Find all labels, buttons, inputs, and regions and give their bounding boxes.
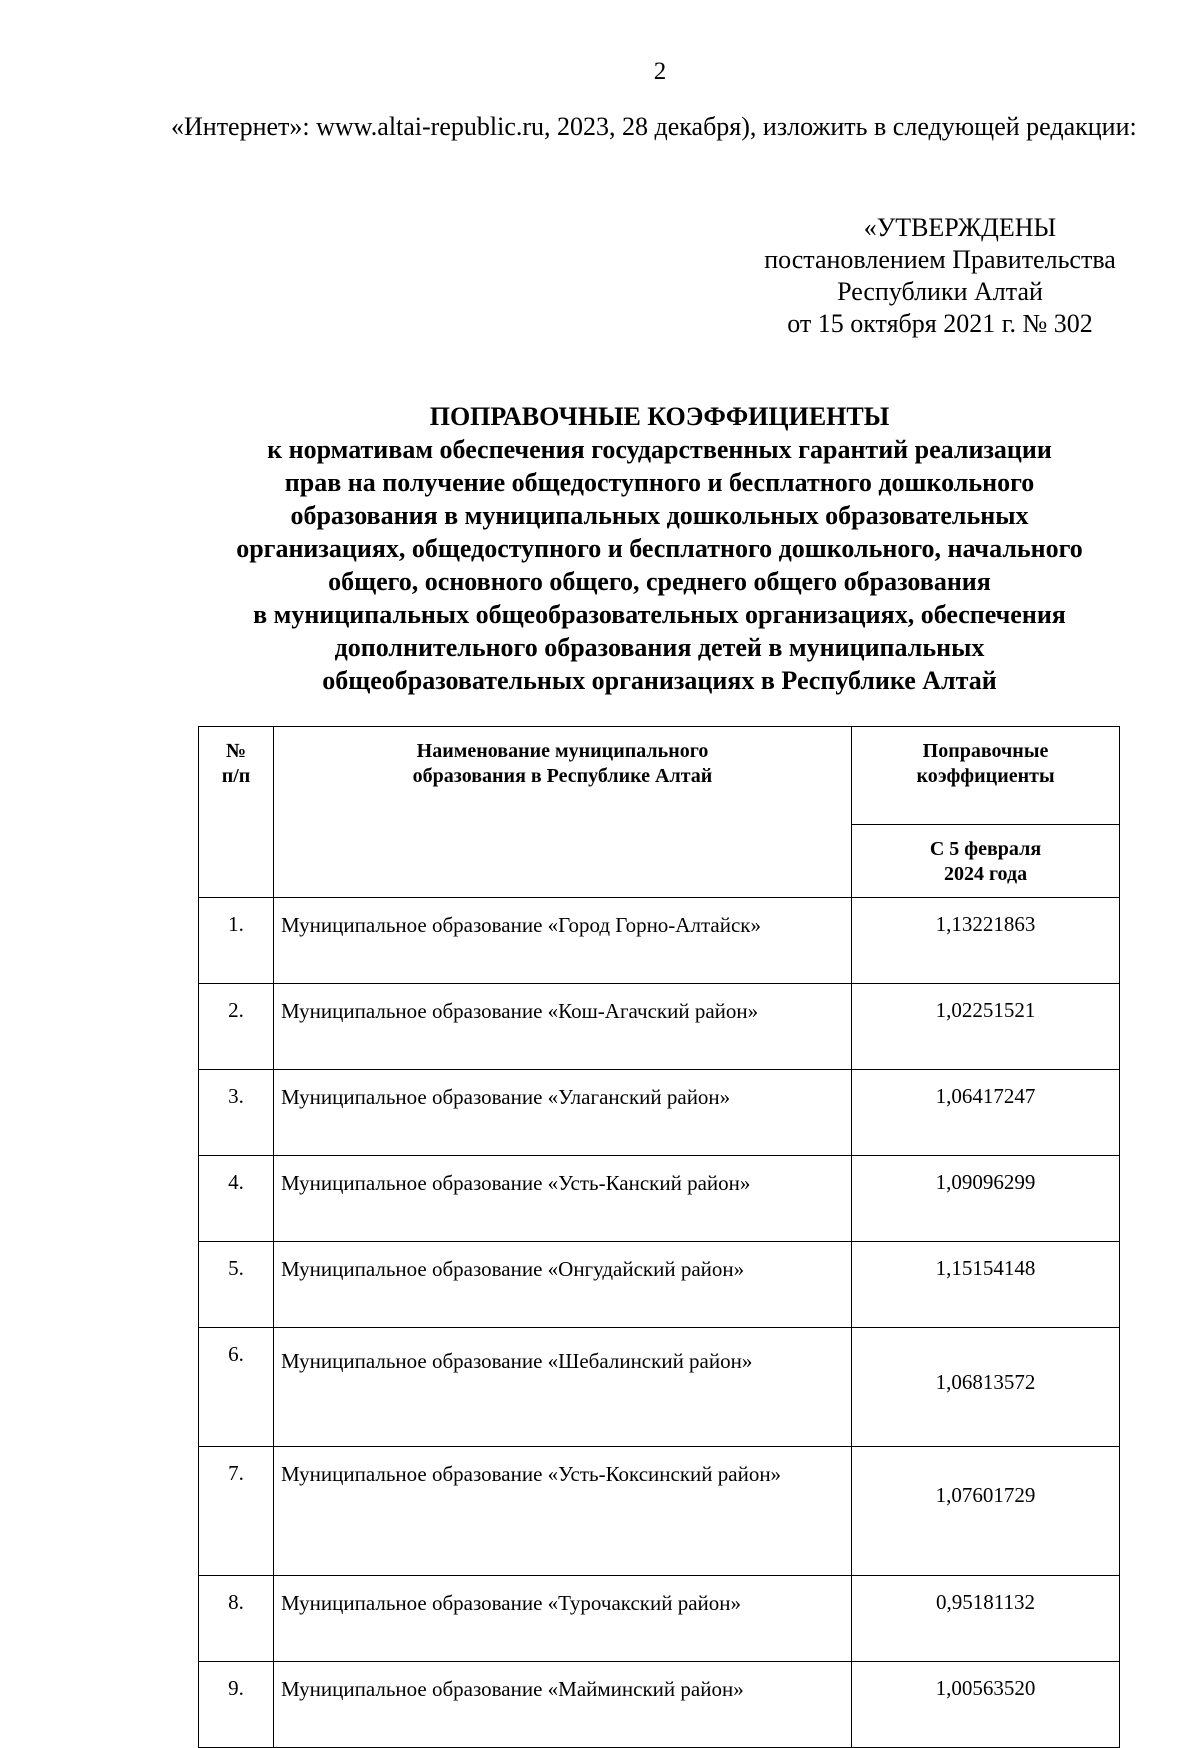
row-number: 3.: [199, 1070, 274, 1156]
row-value: 1,07601729: [852, 1447, 1120, 1576]
table-row: [199, 1576, 1120, 1662]
table-row: [199, 984, 1120, 1070]
row-number: 1.: [199, 898, 274, 984]
row-value: 1,06813572: [852, 1328, 1120, 1447]
row-value: 1,06417247: [852, 1070, 1120, 1156]
coefficients-table: [198, 726, 1120, 1748]
approval-line-4: от 15 октября 2021 г. № 302: [787, 309, 1093, 338]
header-name: [274, 727, 852, 898]
title-line-8: дополнительного образования детей в муниципальных: [334, 633, 985, 662]
row-value: 1,13221863: [852, 898, 1120, 984]
table-row: [199, 898, 1120, 984]
approval-stamp: [700, 212, 1180, 340]
row-value: 1,00563520: [852, 1662, 1120, 1748]
header-date-line-2: 2024 года: [943, 863, 1028, 885]
table-row: [199, 1447, 1120, 1576]
title-line-6: общего, основного общего, среднего общего образования: [328, 567, 991, 596]
row-value: 1,09096299: [852, 1156, 1120, 1242]
row-value: 1,15154148: [852, 1242, 1120, 1328]
title-line-2: к нормативам обеспечения государственных гарантий реализации: [267, 435, 1052, 464]
document-title: [171, 400, 1148, 697]
title-line-4: образования в муниципальных дошкольных образовательных: [290, 501, 1029, 530]
row-number: 2.: [199, 984, 274, 1070]
row-name: Муниципальное образование «Майминский район»: [274, 1662, 852, 1748]
header-number-line-2: п/п: [221, 765, 251, 787]
table-header-row: [199, 727, 1120, 825]
header-name-line-2: образования в Республике Алтай: [412, 765, 713, 787]
row-name: Муниципальное образование «Усть-Канский район»: [274, 1156, 852, 1242]
table-row: [199, 1328, 1120, 1447]
row-value: 0,95181132: [852, 1576, 1120, 1662]
row-number: 5.: [199, 1242, 274, 1328]
title-line-3: прав на получение общедоступного и бесплатного дошкольного: [284, 468, 1035, 497]
row-name: Муниципальное образование «Онгудайский район»: [274, 1242, 852, 1328]
row-number: 4.: [199, 1156, 274, 1242]
title-line-5: организациях, общедоступного и бесплатного дошкольного, начального: [236, 534, 1083, 563]
table-row: [199, 1070, 1120, 1156]
title-line-1: ПОПРАВОЧНЫЕ КОЭФФИЦИЕНТЫ: [429, 402, 890, 431]
row-name: Муниципальное образование «Шебалинский район»: [274, 1328, 852, 1447]
row-name: Муниципальное образование «Город Горно-Алтайск»: [274, 898, 852, 984]
approval-line-3: Республики Алтай: [837, 277, 1043, 306]
header-date-line-1: С 5 февраля: [929, 838, 1042, 860]
row-number: 8.: [199, 1576, 274, 1662]
row-number: 9.: [199, 1662, 274, 1748]
row-number: 6.: [199, 1328, 274, 1447]
header-date: [852, 825, 1120, 898]
header-name-line-1: Наименование муниципального: [416, 740, 709, 762]
header-coefficients: Поправочные коэффициенты: [852, 727, 1120, 825]
page-number: 2: [653, 58, 667, 85]
approval-line-2: постановлением Правительства: [764, 245, 1116, 274]
row-value: 1,02251521: [852, 984, 1120, 1070]
intro-paragraph: «Интернет»: www.altai-republic.ru, 2023, 28 декабря), изложить в следующей редакции:: [171, 112, 1137, 141]
header-number-line-1: №: [225, 740, 247, 762]
row-name: Муниципальное образование «Кош-Агачский район»: [274, 984, 852, 1070]
approval-line-1: «УТВЕРЖДЕНЫ: [863, 213, 1057, 242]
table-row: [199, 1662, 1120, 1748]
header-number: [199, 727, 274, 898]
table-row: [199, 1156, 1120, 1242]
row-name: Муниципальное образование «Турочакский район»: [274, 1576, 852, 1662]
row-name: Муниципальное образование «Усть-Коксинский район»: [274, 1447, 852, 1576]
table-row: [199, 1242, 1120, 1328]
row-name: Муниципальное образование «Улаганский район»: [274, 1070, 852, 1156]
title-line-9: общеобразовательных организациях в Республике Алтай: [322, 666, 997, 695]
row-number: 7.: [199, 1447, 274, 1576]
title-line-7: в муниципальных общеобразовательных организациях, обеспечения: [253, 600, 1066, 629]
